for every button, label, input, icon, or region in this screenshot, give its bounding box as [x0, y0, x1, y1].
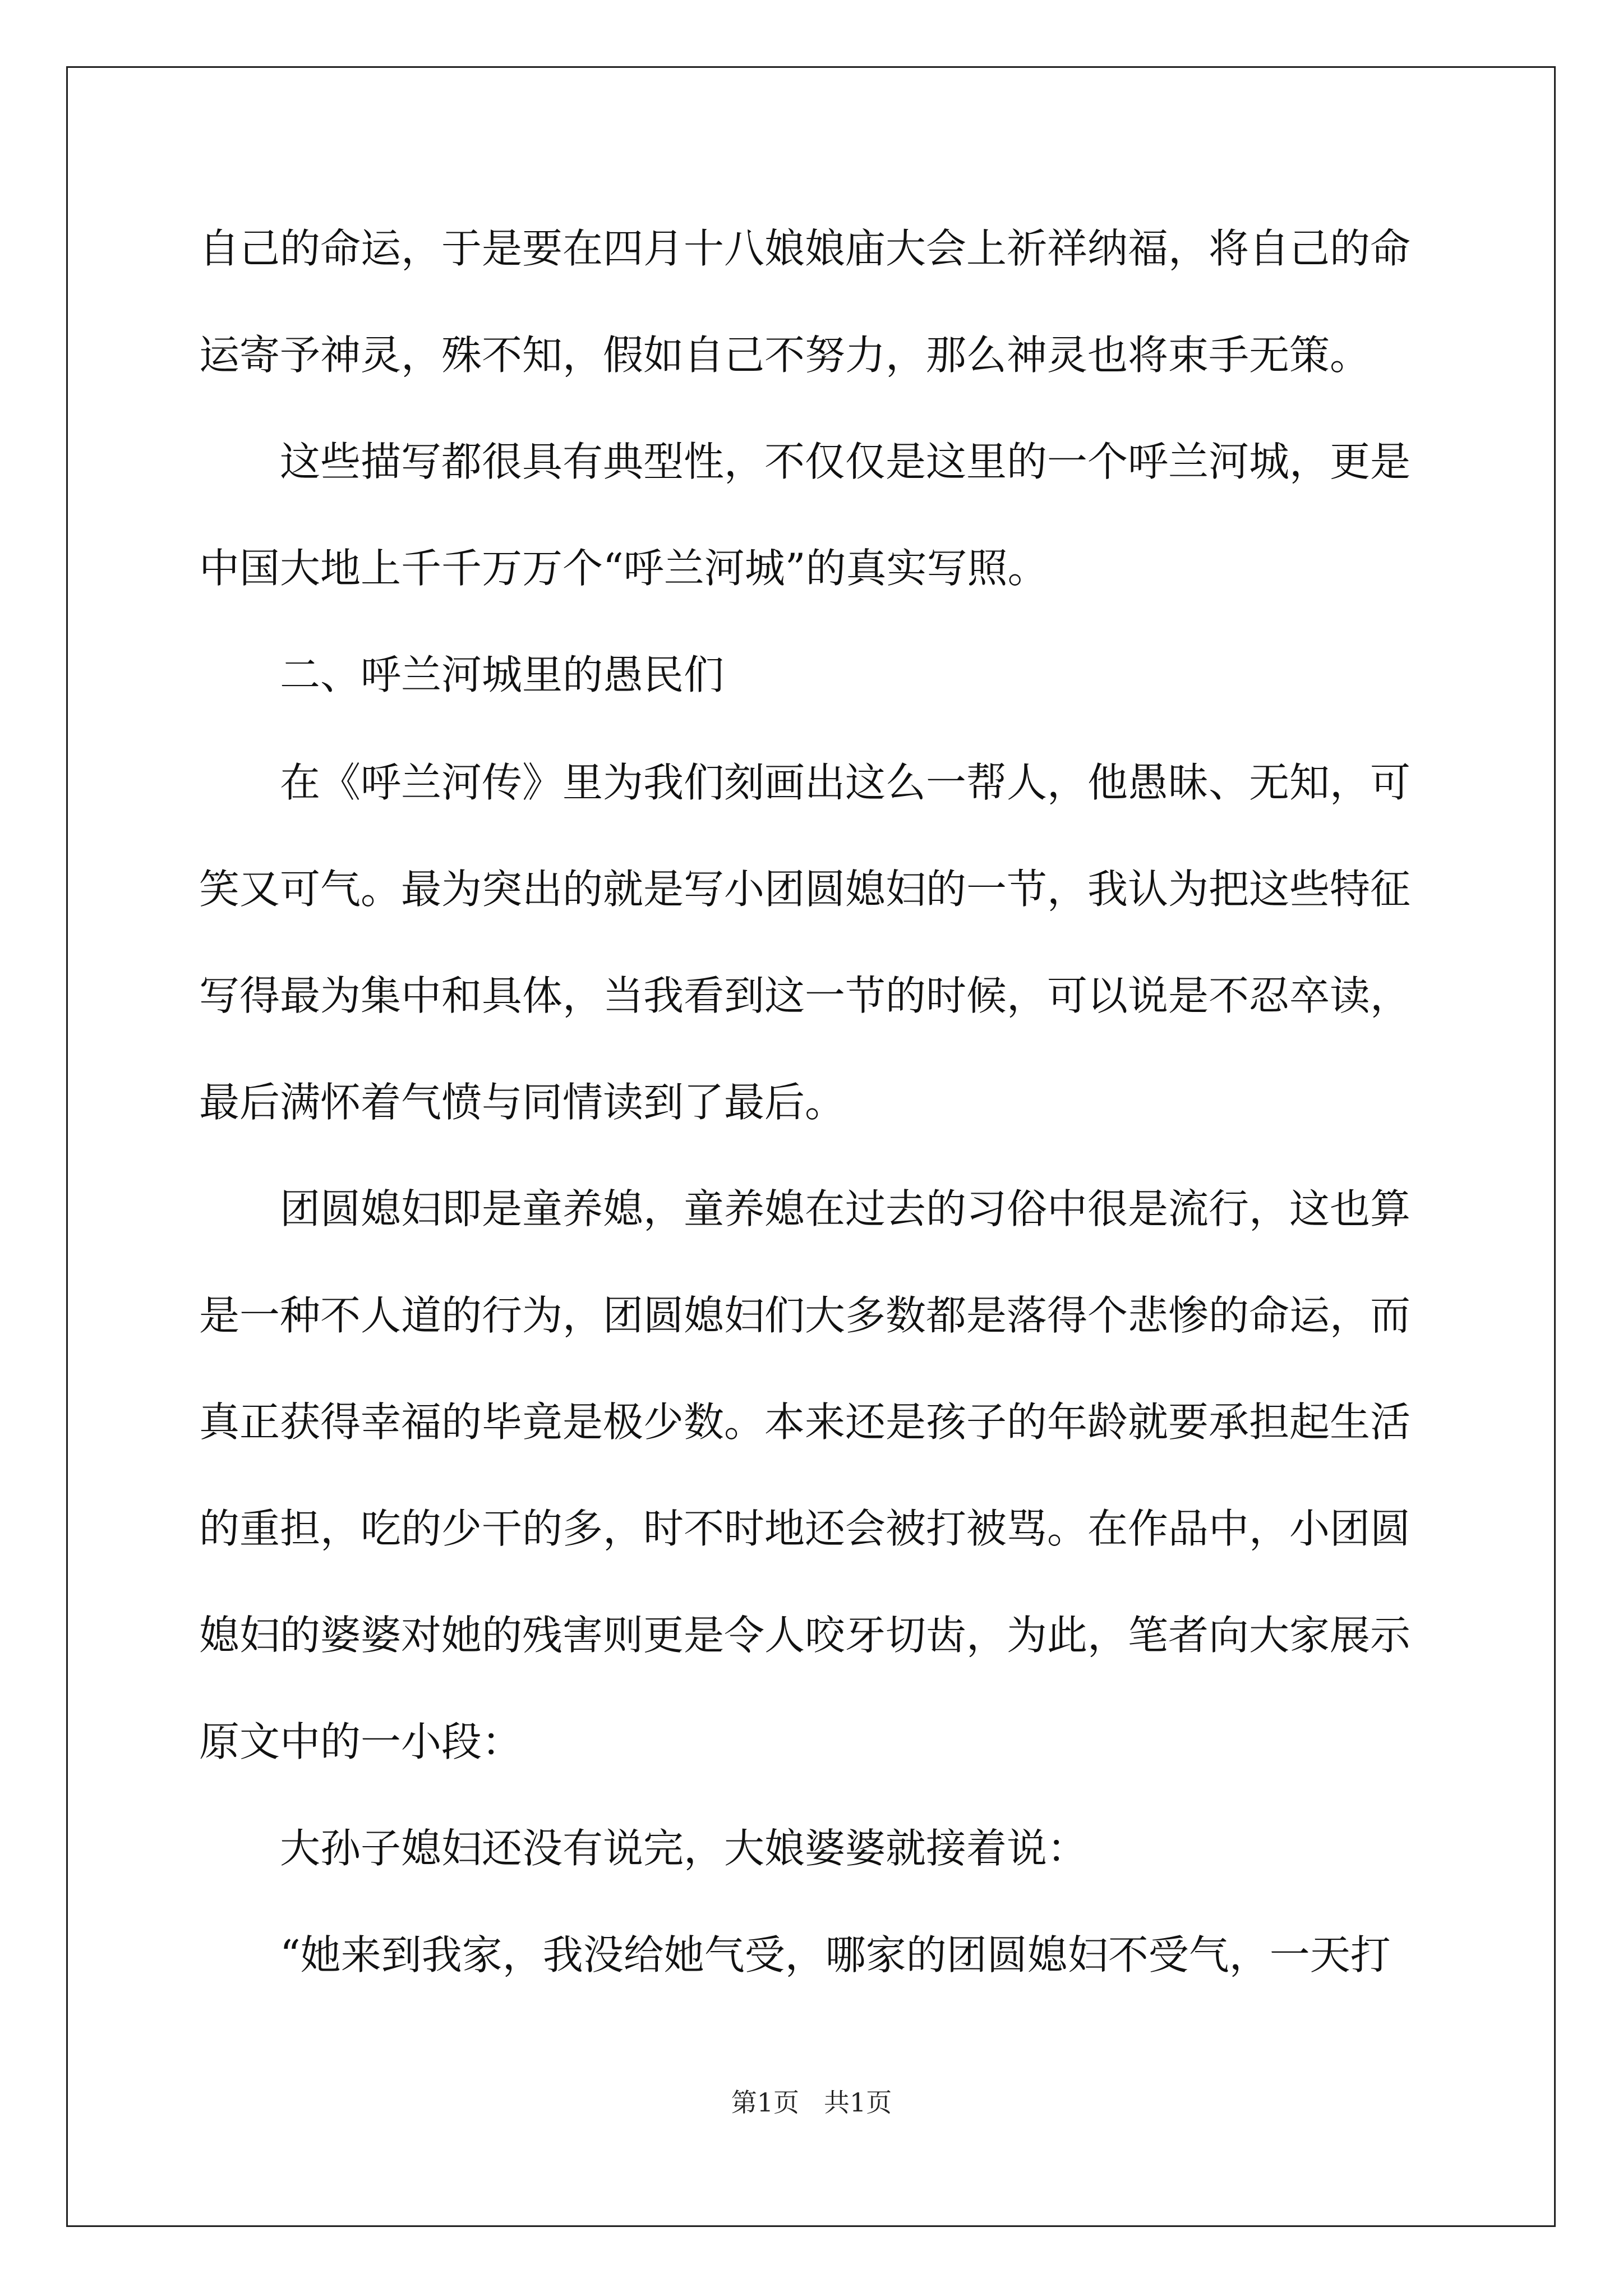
text-line: 在《呼兰河传》里为我们刻画出这么一帮人，他愚昧、无知，可: [199, 759, 1411, 806]
text-line: 笑又可气。最为突出的就是写小团圆媳妇的一节，我认为把这些特征: [199, 866, 1411, 913]
text-line: 是一种不人道的行为，团圆媳妇们大多数都是落得个悲惨的命运，而: [199, 1292, 1411, 1339]
text-line: 运寄予神灵，殊不知，假如自己不努力，那么神灵也将束手无策。: [199, 332, 1371, 379]
text-line: 自己的命运，于是要在四月十八娘娘庙大会上祈祥纳福，将自己的命: [199, 225, 1411, 272]
page-total: 共1页: [824, 2087, 892, 2118]
page-border: [66, 66, 1556, 2227]
section-heading: 二、呼兰河城里的愚民们: [199, 651, 725, 698]
text-line: 原文中的一小段：: [199, 1718, 523, 1765]
text-line: 的重担，吃的少干的多，时不时地还会被打被骂。在作品中，小团圆: [199, 1505, 1411, 1552]
text-line: 团圆媳妇即是童养媳，童养媳在过去的习俗中很是流行，这也算: [199, 1185, 1411, 1232]
text-line: 媳妇的婆婆对她的残害则更是令人咬牙切齿，为此，笔者向大家展示: [199, 1612, 1411, 1659]
text-line: 中国大地上千千万万个“呼兰河城”的真实写照。: [199, 545, 1048, 592]
text-line: 最后满怀着气愤与同情读到了最后。: [199, 1079, 846, 1126]
page-footer: [0, 2086, 1623, 2119]
text-line: “她来到我家，我没给她气受，哪家的团圆媳妇不受气，一天打: [199, 1931, 1391, 1978]
text-line: 大孙子媳妇还没有说完，大娘婆婆就接着说：: [199, 1825, 1088, 1872]
text-line: 真正获得幸福的毕竟是极少数。本来还是孩子的年龄就要承担起生活: [199, 1398, 1411, 1446]
text-line: 写得最为集中和具体，当我看到这一节的时候，可以说是不忍卒读，: [199, 972, 1411, 1019]
page-number: 第1页: [731, 2087, 799, 2118]
text-line: 这些描写都很具有典型性，不仅仅是这里的一个呼兰河城，更是: [199, 438, 1411, 485]
